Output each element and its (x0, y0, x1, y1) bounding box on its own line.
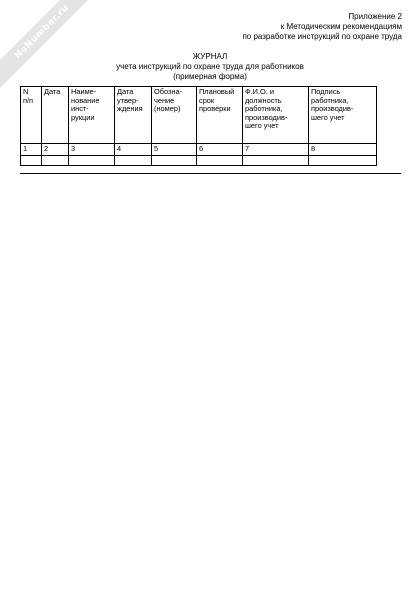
header-line: работника, (311, 95, 349, 105)
empty-cell (243, 155, 309, 165)
column-number: 7 (243, 144, 309, 156)
column-header (21, 87, 42, 144)
column-number: 8 (309, 144, 377, 156)
header-line: проверки (199, 104, 231, 114)
empty-entry-row (21, 155, 377, 165)
column-number: 3 (69, 144, 115, 156)
header-line: срок (199, 95, 215, 105)
header-line: Обозна- (154, 87, 183, 96)
column-number: 2 (42, 144, 69, 156)
column-header (69, 87, 115, 144)
document-separator-line (20, 173, 401, 174)
header-line: производив- (245, 112, 288, 122)
column-header (115, 87, 152, 144)
journal-title-block (0, 52, 420, 82)
header-line: должность (245, 95, 282, 105)
column-number: 1 (21, 144, 42, 156)
header-line: шего учет (245, 121, 279, 131)
header-line: инст- (71, 104, 89, 114)
column-number: 5 (152, 144, 197, 156)
header-line: Ф.И.О. и (245, 87, 275, 96)
appendix-line-2: к Методическим рекомендациям (280, 22, 402, 31)
header-line: N (23, 87, 29, 96)
empty-cell (21, 155, 42, 165)
column-header (152, 87, 197, 144)
header-line: Дата (44, 87, 61, 96)
header-line: нование (71, 95, 100, 105)
watermark-text: NoNumber.ru (12, 2, 72, 62)
journal-form-note: (примерная форма) (173, 72, 247, 81)
header-line: Наиме- (71, 87, 97, 96)
header-line: производив- (311, 104, 354, 114)
header-line: п/п (23, 95, 34, 105)
column-header (243, 87, 309, 144)
empty-cell (42, 155, 69, 165)
appendix-reference (242, 12, 402, 42)
header-line: чение (154, 95, 175, 105)
empty-cell (115, 155, 152, 165)
column-number-row (21, 144, 377, 156)
header-line: ждения (117, 104, 143, 114)
empty-cell (69, 155, 115, 165)
appendix-line-3: по разработке инструкций по охране труда (242, 32, 402, 41)
empty-cell (152, 155, 197, 165)
journal-subtitle: учета инструкций по охране труда для работников (116, 62, 304, 71)
empty-cell (309, 155, 377, 165)
header-line: утвер- (117, 95, 139, 105)
header-line: шего учет (311, 112, 345, 122)
column-number: 6 (197, 144, 243, 156)
column-header (42, 87, 69, 144)
header-row (21, 87, 377, 144)
header-line: работника, (245, 104, 283, 114)
appendix-line-1: Приложение 2 (348, 12, 402, 21)
column-header (309, 87, 377, 144)
column-header (197, 87, 243, 144)
empty-cell (197, 155, 243, 165)
header-line: Дата (117, 87, 134, 96)
journal-heading: ЖУРНАЛ (192, 52, 228, 61)
header-line: Плановый (199, 87, 235, 96)
header-line: (номер) (154, 104, 181, 114)
header-line: рукции (71, 112, 95, 122)
header-line: Подпись (311, 87, 341, 96)
journal-table (20, 86, 377, 166)
column-number: 4 (115, 144, 152, 156)
